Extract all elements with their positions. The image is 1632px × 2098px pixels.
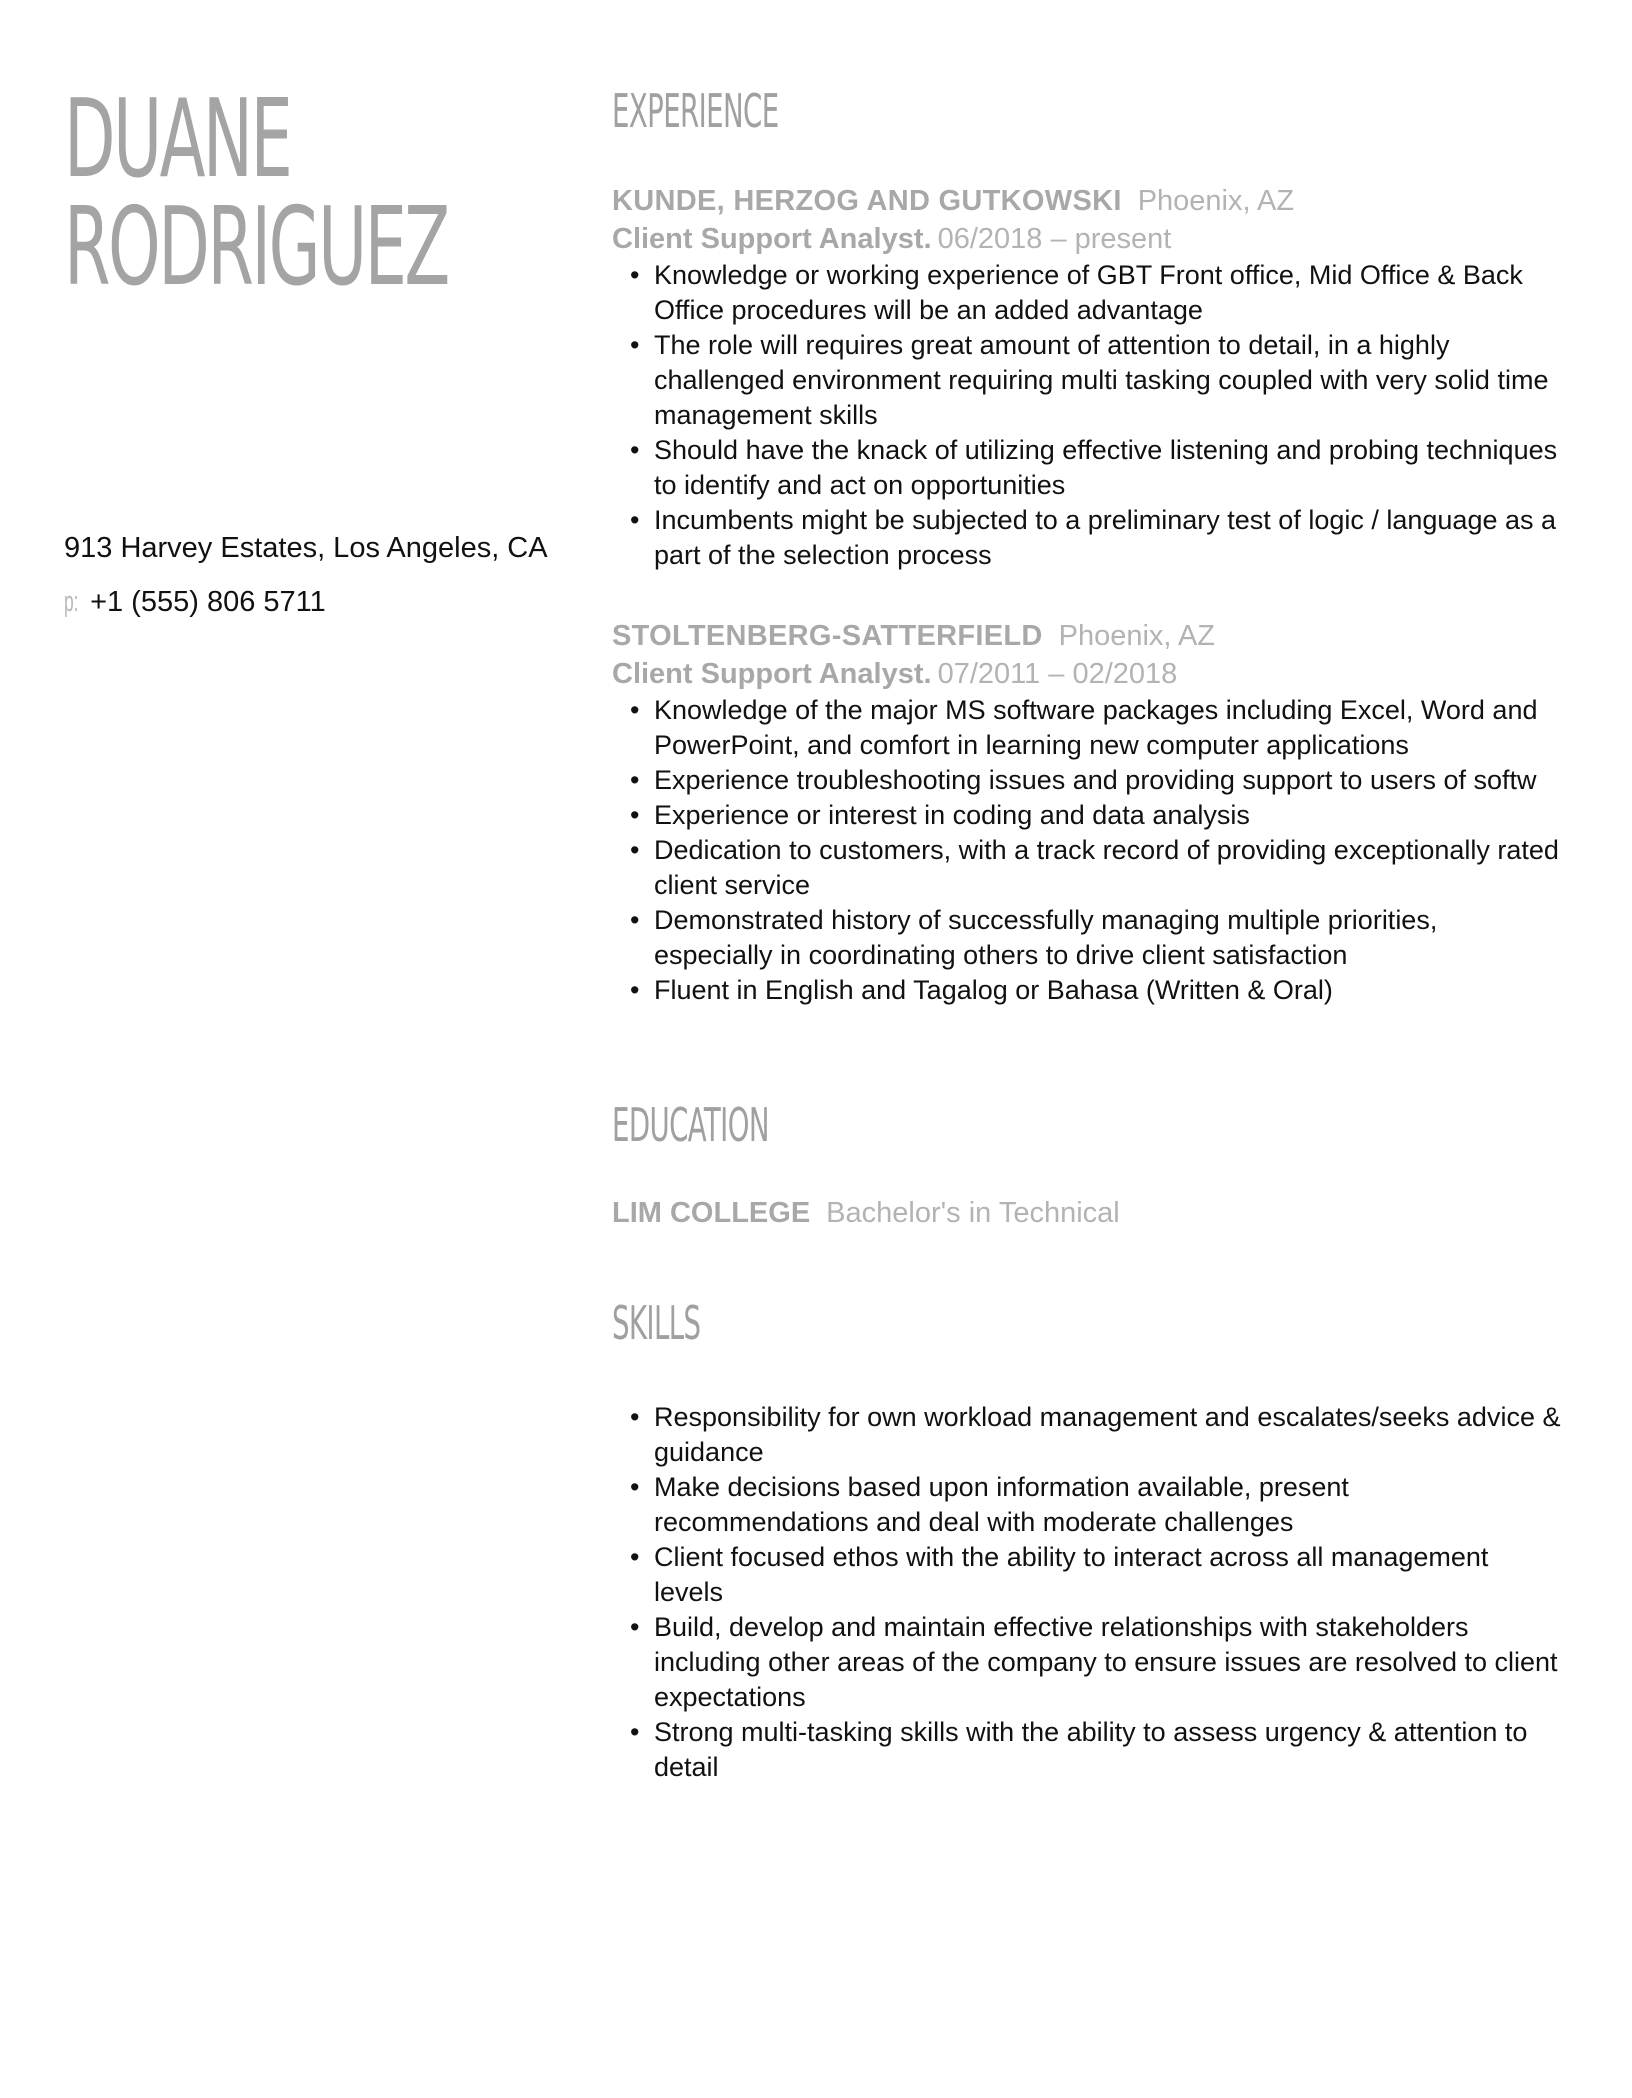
company-name: KUNDE, HERZOG AND GUTKOWSKI [612,185,1122,217]
job-bullet: • Knowledge or working experience of GBT Front office, Mid Office & Back Office procedures will be an added advantage [654,258,1572,328]
skill-item: • Responsibility for own workload management and escalates/seeks advice & guidance [654,1400,1572,1470]
skill-item: • Make decisions based upon information available, present recommendations and deal with moderate challenges [654,1470,1572,1540]
job-bullet: • Incumbents might be subjected to a preliminary test of logic / language as a part of the selection process [654,503,1572,573]
job-location: Phoenix, AZ [1137,185,1295,217]
address: 913 Harvey Estates, Los Angeles, CA [64,532,548,564]
job-role: Client Support Analyst. [612,658,932,690]
experience-section [612,86,1572,1008]
main-column [612,86,1572,1785]
degree: Bachelor's in Technical [826,1197,1120,1229]
contact-block [64,530,584,620]
job-dates: 06/2018 – present [937,223,1172,255]
role-line [612,655,1572,693]
last-name: RODRIGUEZ [64,185,448,310]
phone-number: +1 (555) 806 5711 [90,586,326,618]
skills-heading: SKILLS [612,1296,701,1350]
job-bullet: • Experience troubleshooting issues and providing support to users of softw [654,763,1572,798]
company-name: STOLTENBERG-SATTERFIELD [612,620,1043,652]
job-bullet: • Should have the knack of utilizing effective listening and probing techniques to identify and act on opportunities [654,433,1572,503]
job-entry [612,182,1572,573]
phone-prefix: p: [64,586,79,618]
education-heading: EDUCATION [612,1098,769,1152]
experience-heading: EXPERIENCE [612,84,779,138]
phone-row [64,584,584,620]
education-section [612,1100,1572,1232]
job-bullets [612,693,1572,1008]
profile-column [64,77,584,620]
job-bullet: • Demonstrated history of successfully managing multiple priorities, especially in coordinating others to drive client satisfaction [654,903,1572,973]
job-bullet: • Fluent in English and Tagalog or Bahasa (Written & Oral) [654,973,1572,1008]
skills-section [612,1298,1572,1785]
skill-item: • Build, develop and maintain effective relationships with stakeholders including other areas of the company to ensure issues are resolved to client expectations [654,1610,1572,1715]
job-dates: 07/2011 – 02/2018 [937,658,1178,690]
job-bullets [612,258,1572,573]
job-bullet: • Dedication to customers, with a track record of providing exceptionally rated client service [654,833,1572,903]
job-role: Client Support Analyst. [612,223,932,255]
skill-item: • Strong multi-tasking skills with the ability to assess urgency & attention to detail [654,1715,1572,1785]
job-header [612,182,1572,220]
job-header [612,617,1572,655]
job-bullet: • Experience or interest in coding and data analysis [654,798,1572,833]
job-location: Phoenix, AZ [1058,620,1215,652]
job-bullet: • The role will requires great amount of attention to detail, in a highly challenged environment requiring multi tasking coupled with very solid time management skills [654,328,1572,433]
job-bullet: • Knowledge of the major MS software packages including Excel, Word and PowerPoint, and comfort in learning new computer applications [654,693,1572,763]
school-name: LIM COLLEGE [612,1197,811,1229]
first-name: DUANE [64,77,291,202]
job-entry [612,617,1572,1008]
education-entry [612,1194,1572,1232]
role-line [612,220,1572,258]
skills-list [612,1400,1572,1785]
skill-item: • Client focused ethos with the ability to interact across all management levels [654,1540,1572,1610]
